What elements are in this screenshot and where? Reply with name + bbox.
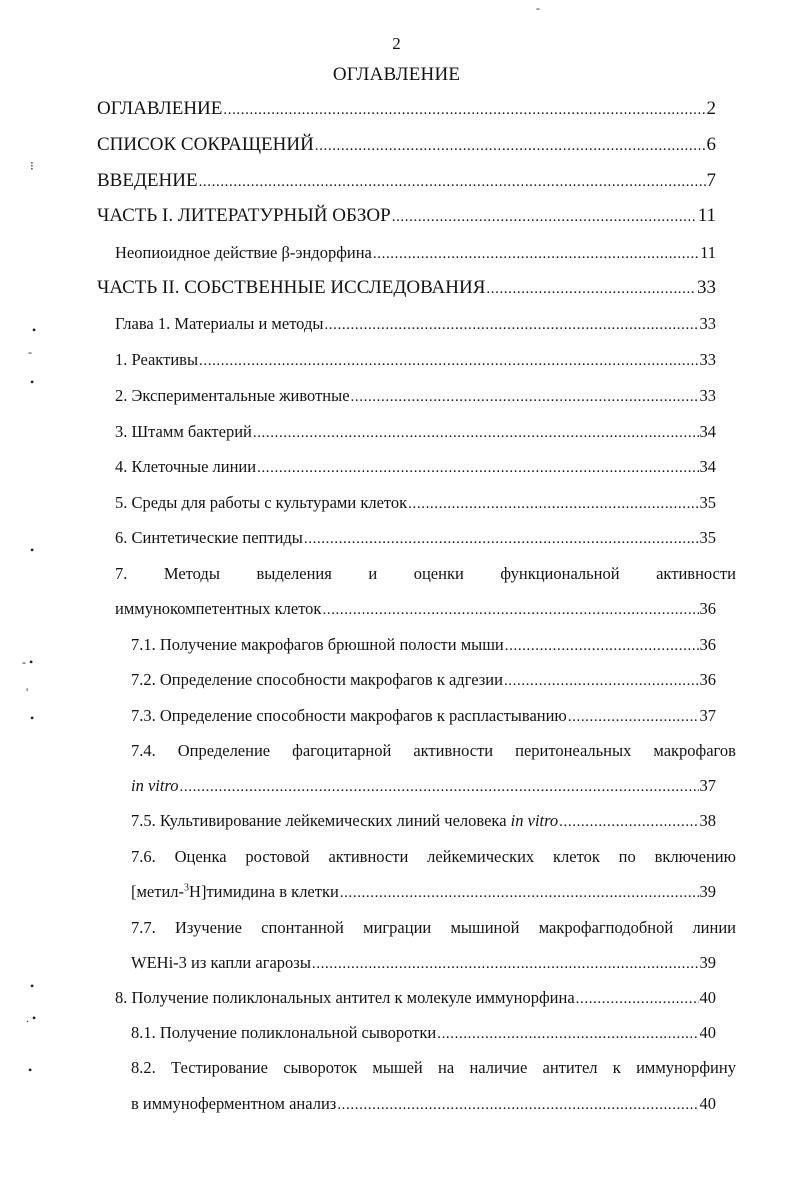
toc-entry[interactable] — [97, 170, 716, 192]
word: макрофагов — [653, 741, 736, 760]
leader-dots — [337, 1097, 698, 1114]
word: 7.7. — [131, 918, 156, 937]
toc-entry[interactable] — [131, 635, 716, 655]
toc-entry-page: 36 — [699, 599, 716, 618]
leader-dots — [392, 209, 697, 226]
toc-entry-label: 5. Среды для работы с культурами клеток — [115, 493, 408, 512]
toc-entry-label — [131, 811, 558, 831]
toc-entry-page: 6 — [706, 134, 716, 155]
toc-entry[interactable] — [97, 98, 716, 120]
leader-dots — [504, 673, 699, 690]
page-number: 2 — [392, 34, 401, 53]
toc-entry-label: 4. Клеточные линии — [115, 457, 257, 476]
toc-entry[interactable] — [97, 277, 716, 299]
toc-entry-label — [131, 882, 339, 902]
word: иммунорфину — [636, 1058, 736, 1077]
toc-entry-page: 40 — [699, 988, 716, 1007]
word: 7. — [115, 564, 128, 583]
toc-entry[interactable] — [97, 134, 716, 156]
leader-dots — [199, 174, 706, 191]
toc-entry-label: WEHi-3 из капли агарозы — [131, 953, 311, 972]
scan-speck: • — [32, 323, 37, 337]
scan-speck: - • — [22, 655, 34, 669]
toc-entry-label: Неопиоидное действие β-эндорфина — [115, 243, 372, 262]
word: мышиной — [450, 918, 520, 937]
toc-entry-label: 8. Получение поликлональных антител к молекуле иммунорфина — [115, 988, 575, 1007]
toc-entry-page: 35 — [699, 528, 716, 547]
word: 7.4. — [131, 741, 156, 760]
label-text: Н]тимидина в клетки — [189, 882, 339, 901]
word: ростовой — [245, 847, 310, 866]
toc-entry[interactable] — [115, 493, 716, 513]
leader-dots — [223, 102, 705, 119]
toc-entry[interactable] — [97, 205, 716, 227]
toc-entry-page: 2 — [706, 98, 716, 119]
toc-entry-line1[interactable] — [131, 847, 736, 867]
word: на — [438, 1058, 455, 1077]
word: сывороток — [283, 1058, 358, 1077]
toc-entry-page: 33 — [699, 314, 716, 333]
word: линии — [692, 918, 736, 937]
toc-title: ОГЛАВЛЕНИЕ — [332, 64, 461, 85]
word: Определение — [177, 741, 271, 760]
word: Методы — [163, 564, 220, 583]
toc-entry-line1[interactable] — [115, 564, 736, 584]
word: к — [612, 1058, 621, 1077]
leader-dots — [304, 531, 699, 548]
toc-entry-label: СПИСОК СОКРАЩЕНИЙ — [97, 134, 314, 155]
leader-dots — [559, 814, 698, 831]
toc-entry[interactable] — [131, 882, 716, 902]
toc-entry[interactable] — [131, 811, 716, 831]
word: наличие — [469, 1058, 528, 1077]
toc-entry-label: 7.3. Определение способности макрофагов к распластыванию — [131, 706, 567, 725]
label-text: 7.5. Культивирование лейкемических линий человека — [131, 811, 511, 830]
leader-dots — [568, 709, 699, 726]
toc-entry-label: 6. Синтетические пептиды — [115, 528, 303, 547]
leader-dots — [437, 1026, 698, 1043]
toc-entry-page: 39 — [699, 882, 716, 901]
label-italic: in vitro — [510, 811, 559, 830]
leader-dots — [351, 389, 699, 406]
word: активности — [413, 741, 494, 760]
toc-entry-line1[interactable] — [131, 918, 736, 938]
toc-entry[interactable] — [131, 706, 716, 726]
leader-dots — [315, 138, 706, 155]
word: 7.6. — [131, 847, 156, 866]
toc-entry-label: иммунокомпетентных клеток — [115, 599, 322, 618]
toc-entry-page: 34 — [699, 457, 716, 476]
word: и — [368, 564, 378, 583]
toc-entry-page: 33 — [697, 277, 716, 298]
toc-entry-label: ВВЕДЕНИЕ — [97, 170, 198, 191]
toc-entry-page: 11 — [697, 205, 716, 226]
toc-entry[interactable] — [115, 243, 716, 263]
leader-dots — [324, 317, 698, 334]
word: включению — [654, 847, 736, 866]
word: мышей — [372, 1058, 423, 1077]
toc-entry-page: 36 — [699, 635, 716, 654]
toc-entry[interactable] — [115, 314, 716, 334]
toc-entry[interactable] — [115, 350, 716, 370]
toc-entry-page: 40 — [699, 1023, 716, 1042]
toc-entry-page: 35 — [699, 493, 716, 512]
toc-entry-label: 3. Штамм бактерий — [115, 422, 252, 441]
toc-entry[interactable] — [115, 988, 716, 1008]
leader-dots — [486, 281, 696, 298]
scan-speck: - — [536, 1, 540, 15]
word: перитонеальных — [515, 741, 632, 760]
toc-entry-page: 36 — [699, 670, 716, 689]
leader-dots — [576, 991, 699, 1008]
word: миграции — [363, 918, 432, 937]
leader-dots — [340, 885, 699, 902]
word: клеток — [553, 847, 600, 866]
toc-entry-page: 7 — [706, 170, 716, 191]
scan-speck: • — [30, 543, 35, 557]
leader-dots — [373, 246, 699, 263]
toc-entry-label: в иммуноферментном анализ — [131, 1094, 337, 1113]
toc-entry-line1[interactable] — [131, 1058, 736, 1078]
toc-entry-label: ЧАСТЬ I. ЛИТЕРАТУРНЫЙ ОБЗОР — [97, 205, 391, 226]
toc-entry-label: 1. Реактивы — [115, 350, 199, 369]
scan-speck: . • — [26, 1011, 37, 1025]
word: антител — [542, 1058, 598, 1077]
leader-dots — [257, 460, 698, 477]
scan-speck: • — [30, 711, 35, 725]
word: оценки — [413, 564, 464, 583]
toc-entry[interactable] — [115, 422, 716, 442]
toc-entry-label: 7.2. Определение способности макрофагов к адгезии — [131, 670, 503, 689]
toc-entry-page: 37 — [699, 776, 716, 795]
toc-entry[interactable] — [131, 1023, 716, 1043]
scan-speck: ⁝ — [30, 159, 34, 173]
label-text: [метил- — [131, 882, 185, 901]
word: активности — [656, 564, 736, 583]
scan-speck: • — [30, 979, 35, 993]
toc-entry[interactable] — [115, 599, 716, 619]
word: Изучение — [174, 918, 242, 937]
toc-entry[interactable] — [131, 953, 716, 973]
toc-entry-label: Глава 1. Материалы и методы — [115, 314, 324, 333]
toc-entry-label: in vitro — [131, 776, 179, 795]
toc-entry-label: ОГЛАВЛЕНИЕ — [97, 98, 223, 119]
leader-dots — [253, 425, 699, 442]
leader-dots — [199, 353, 698, 370]
scan-speck: ' — [26, 685, 29, 699]
word: активности — [328, 847, 409, 866]
scan-speck: • — [30, 375, 35, 389]
leader-dots — [322, 602, 698, 619]
word: макрофагподобной — [538, 918, 674, 937]
toc-entry-line1[interactable] — [131, 741, 736, 761]
word: функциональной — [500, 564, 620, 583]
toc-entry-page: 34 — [699, 422, 716, 441]
toc-entry-page: 38 — [699, 811, 716, 830]
toc-entry-label: ЧАСТЬ II. СОБСТВЕННЫЕ ИССЛЕДОВАНИЯ — [97, 277, 486, 298]
leader-dots — [312, 956, 699, 973]
word: лейкемических — [427, 847, 535, 866]
toc-entry-page: 33 — [699, 386, 716, 405]
toc-entry-label: 7.1. Получение макрофагов брюшной полости мыши — [131, 635, 504, 654]
toc-entry-label: 8.1. Получение поликлональной сыворотки — [131, 1023, 437, 1042]
word: выделения — [256, 564, 332, 583]
superscript: 3 — [184, 882, 190, 894]
toc-entry[interactable] — [115, 528, 716, 548]
word: по — [618, 847, 636, 866]
toc-entry-page: 37 — [699, 706, 716, 725]
toc-entry-page: 40 — [699, 1094, 716, 1113]
toc-entry-page: 11 — [700, 243, 716, 262]
toc-entry-page: 39 — [699, 953, 716, 972]
leader-dots — [180, 779, 699, 796]
toc-entry[interactable] — [131, 776, 716, 796]
word: Тестирование — [171, 1058, 268, 1077]
word: 8.2. — [131, 1058, 156, 1077]
leader-dots — [408, 496, 698, 513]
toc-entry-label: 2. Экспериментальные животные — [115, 386, 350, 405]
toc-entry[interactable] — [131, 1094, 716, 1114]
word: спонтанной — [261, 918, 344, 937]
leader-dots — [505, 638, 699, 655]
scan-speck: • — [28, 1063, 33, 1077]
scan-speck: - — [28, 345, 32, 359]
toc-entry[interactable] — [115, 386, 716, 406]
toc-entry-page: 33 — [699, 350, 716, 369]
word: Оценка — [174, 847, 227, 866]
toc-entry[interactable] — [115, 457, 716, 477]
word: фагоцитарной — [292, 741, 392, 760]
toc-entry[interactable] — [131, 670, 716, 690]
